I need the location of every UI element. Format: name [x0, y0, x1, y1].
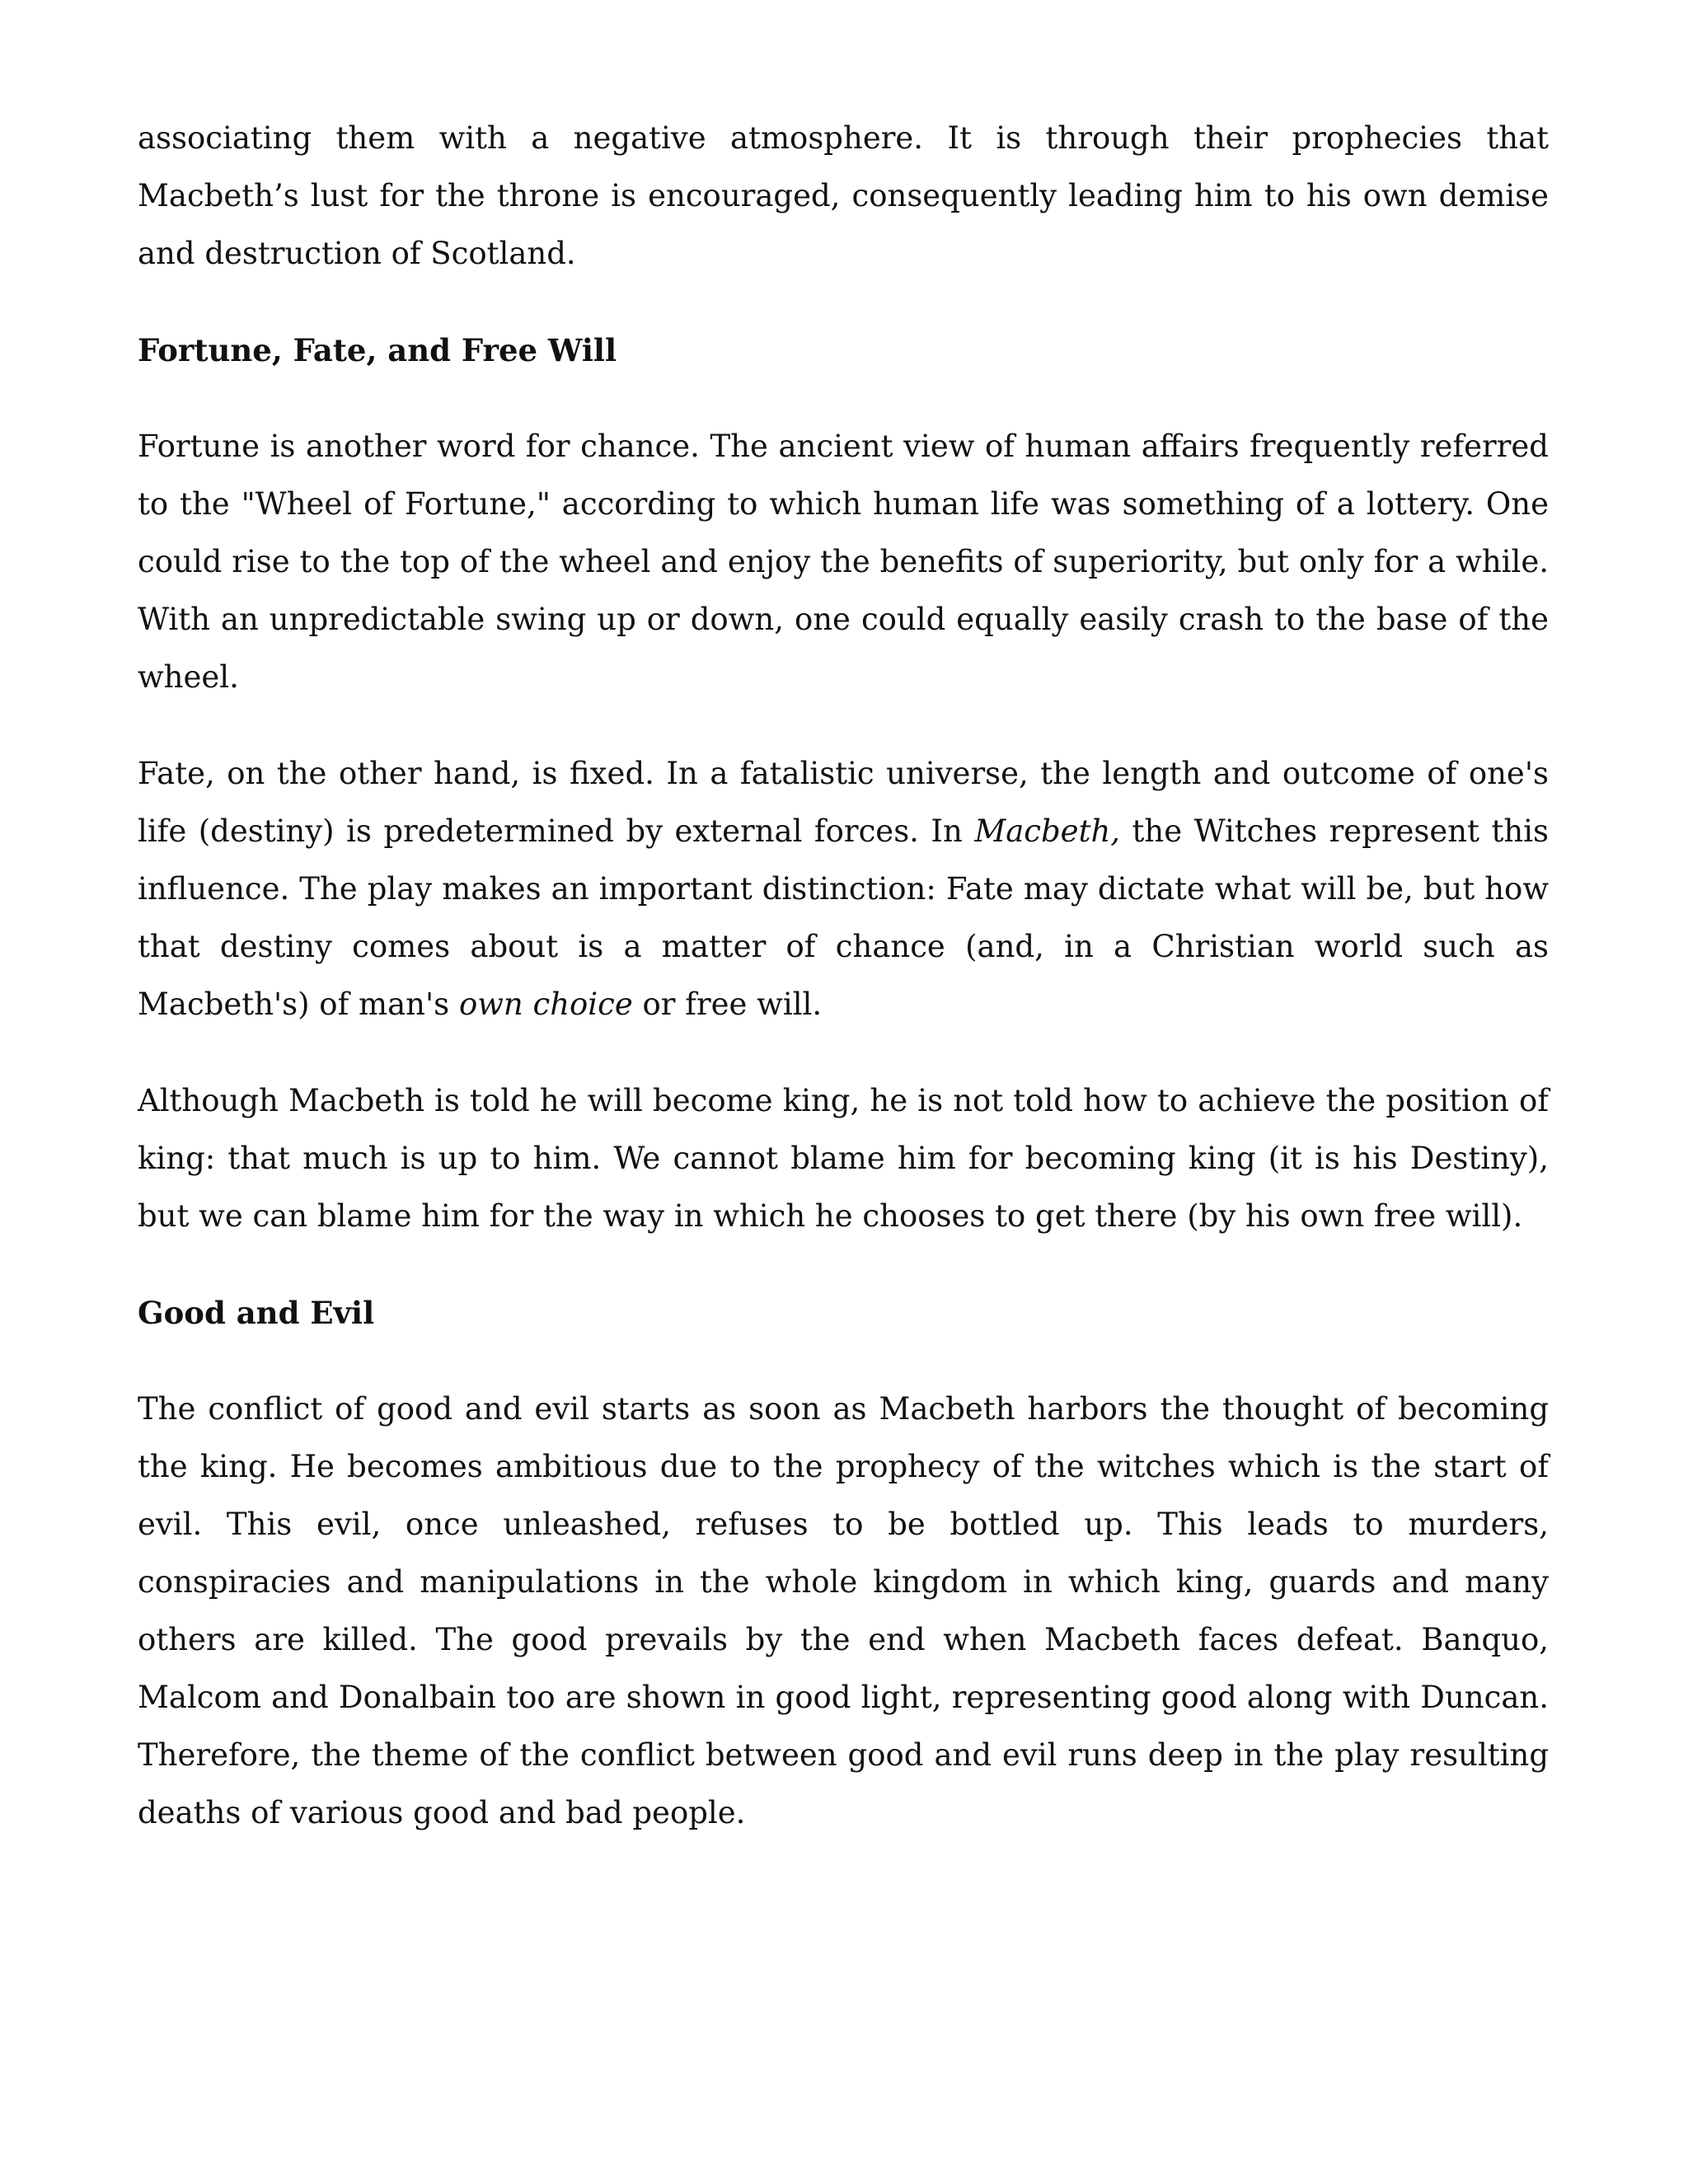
fate-text-part-3: or free will.: [632, 987, 823, 1022]
free-will-paragraph: Although Macbeth is told he will become king, he is not told how to achieve the position of king: that much is up to him. We cannot blame him for becoming king (it is his Destiny), but we can blame him for the way in which he chooses to get there (by his own free will).: [138, 1083, 1549, 1234]
good-evil-paragraph: The conflict of good and evil starts as soon as Macbeth harbors the thought of becoming the king. He becomes ambitious due to the prophecy of the witches which is the start of evil. This evil, once unleashed, refuses to be bottled up. This leads to murders, conspiracies and manipulations in the whole kingdom in which king, guards and many others are killed. The good prevails by the end when Macbeth faces defeat. Banquo, Malcom and Donalbain too are shown in good light, representing good along with Duncan. Therefore, the theme of the conflict between good and evil runs deep in the play resulting deaths of various good and bad people.: [138, 1391, 1549, 1830]
section-heading-good-evil: Good and Evil: [138, 1295, 375, 1331]
document-page: [138, 110, 1549, 1881]
fate-italic-macbeth: Macbeth,: [974, 813, 1121, 849]
intro-paragraph: associating them with a negative atmosphere. It is through their prophecies that Macbeth’s lust for the throne is encouraged, consequently leading him to his own demise and destruction of Scotland.: [138, 120, 1549, 271]
fate-paragraph: [138, 745, 1549, 1033]
fate-italic-own-choice: own choice: [458, 987, 633, 1022]
fortune-paragraph: Fortune is another word for chance. The ancient view of human affairs frequently referred to the "Wheel of Fortune," according to which human life was something of a lottery. One could rise to the top of the wheel and enjoy the benefits of superiority, but only for a while. With an unpredictable swing up or down, one could equally easily crash to the base of the wheel.: [138, 429, 1549, 695]
section-heading-fortune: Fortune, Fate, and Free Will: [138, 332, 617, 368]
fate-text-part-2: the Witches represent this influence. The play makes an important distinction: Fate may dictate what will be, but how that destiny comes about is a matter of chance (and, in a Christian world such as Macbeth's) of man's: [138, 813, 1549, 1022]
fate-text-part-1: Fate, on the other hand, is fixed. In a fatalistic universe, the length and outcome of one's life (destiny) is predetermined by external forces. In: [138, 756, 1549, 849]
